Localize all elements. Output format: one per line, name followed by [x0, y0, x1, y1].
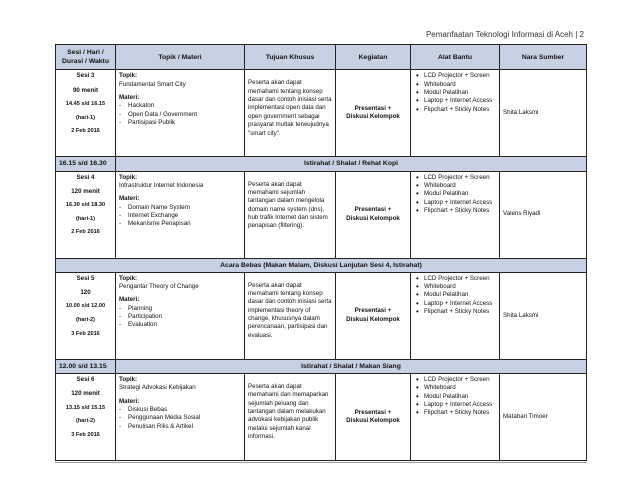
break-time: 16.15 s/d 16.30 [56, 157, 116, 171]
session-date: 2 Feb 2016 [71, 128, 100, 135]
session-time: 10.00 s/d 12.00 [65, 303, 106, 310]
materi-list [119, 406, 241, 431]
activity-cell: Presentasi + Diskusi Kelompok [336, 171, 411, 258]
topic-cell: Topik: Pengantar Theory of Change Materi: - Planning - Participation - Evaluation [116, 272, 245, 359]
footer-divider [55, 462, 586, 463]
list-item: - Planning [119, 305, 241, 313]
list-item: - Participation [119, 313, 241, 321]
objective-cell: Peserta akan dapat memahami tentang konsep dasar dan contoh inisiasi serta implementasi theory of change, khususnya dalam perencanaan, partisipasi dan evaluasi. [245, 272, 336, 359]
list-item: • Laptop + Internet Access [424, 401, 496, 409]
break-label: Acara Bebas (Makan Malam, Diskusi Lanjutan Sesi 4, Istirahat) [56, 258, 587, 272]
session-day: (hari-2) [76, 316, 95, 323]
column-header-alat: Alat Bantu [411, 45, 500, 70]
list-item: • LCD Projector + Screen [424, 174, 496, 182]
column-header-tujuan: Tujuan Khusus [245, 45, 336, 70]
session-row [56, 272, 587, 359]
list-item: - Open Data / Government [119, 111, 241, 119]
page-header [426, 30, 584, 39]
break-label: Istirahat / Shalat / Makan Siang [116, 359, 587, 373]
session-date: 3 Feb 2016 [71, 330, 100, 337]
objective-cell: Peserta akan dapat memahami tentang konsep dasar dan contoh inisiasi serta implementasi open data dan open government sebagai prasyarat mutlak terwujudnya "smart city". [245, 70, 336, 157]
session-date: 2 Feb 2016 [71, 229, 100, 236]
list-item: - Diskusi Bebas [119, 406, 241, 414]
tools-cell [411, 373, 500, 460]
list-item: • Whiteboard [424, 182, 496, 190]
session-date: 3 Feb 2016 [71, 431, 100, 438]
break-row [56, 258, 587, 272]
topic-title: Infrastruktur Internet Indonesia [119, 181, 204, 189]
materi-list [119, 305, 241, 330]
document-title: Pemanfaatan Teknologi Informasi di Aceh [425, 30, 573, 39]
list-item: - Hackaton [119, 102, 241, 110]
list-item: • Laptop + Internet Access [424, 97, 496, 105]
column-header-kegiatan: Kegiatan [336, 45, 411, 70]
session-day: (hari-1) [76, 114, 95, 121]
session-number: Sesi 5 [76, 274, 95, 282]
tools-list [414, 376, 496, 418]
topic-cell: Topik: Infrastruktur Internet Indonesia Materi: - Domain Name System - Internet Exchange - Mekanisme Penapisan [116, 171, 245, 258]
list-item: • Whiteboard [424, 81, 496, 89]
session-time: 16.30 s/d 18.30 [65, 202, 106, 209]
session-row [56, 70, 587, 157]
column-header-sesi: Sesi / Hari / Durasi / Waktu [56, 45, 116, 70]
list-item: - Partisipasi Publik [119, 119, 241, 127]
activity-cell: Presentasi + Diskusi Kelompok [336, 373, 411, 460]
session-cell [56, 272, 116, 359]
list-item: • Flipchart + Sticky Notes [424, 106, 496, 114]
session-duration: 90 menit [72, 86, 99, 94]
tools-cell [411, 70, 500, 157]
topic-cell: Topik: Strategi Advokasi Kebijakan Materi: - Diskusi Bebas - Penggunaan Media Sosial - Penulisan Rilis & Artikel [116, 373, 245, 460]
list-item: • Modul Pelatihan [424, 190, 496, 198]
tools-list [414, 275, 496, 317]
tools-list [414, 72, 496, 114]
tools-cell [411, 171, 500, 258]
list-item: • Flipchart + Sticky Notes [424, 207, 496, 215]
session-day: (hari-2) [76, 418, 95, 425]
speaker-cell: Shita Laksmi [500, 272, 587, 359]
session-duration: 120 [80, 289, 91, 297]
objective-cell: Peserta akan dapat memahami dan memaparkan sejumlah peluang dan tantangan dalam melakukan advokasi kebijakan publik melalui sejumlah kanal informasi. [245, 373, 336, 460]
list-item: • Whiteboard [424, 283, 496, 291]
list-item: • Modul Pelatihan [424, 291, 496, 299]
speaker-cell: Valens Riyadi [500, 171, 587, 258]
column-header-nara: Nara Sumber [500, 45, 587, 70]
break-label: Istirahat / Shalat / Rehat Kopi [116, 157, 587, 171]
session-duration: 120 menit [71, 187, 100, 195]
activity-cell: Presentasi + Diskusi Kelompok [336, 70, 411, 157]
list-item: - Mekanisme Penapisan [119, 220, 241, 228]
session-row [56, 373, 587, 460]
session-number: Sesi 4 [76, 173, 95, 181]
session-cell [56, 70, 116, 157]
page-number: 2 [579, 30, 584, 39]
break-row [56, 157, 587, 171]
materi-list [119, 204, 241, 229]
topic-title: Pengantar Theory of Change [119, 283, 199, 291]
tools-cell [411, 272, 500, 359]
activity-cell: Presentasi + Diskusi Kelompok [336, 272, 411, 359]
session-time: 14.45 s/d 16.15 [65, 101, 106, 108]
speaker-cell: Shita Laksmi [500, 70, 587, 157]
list-item: • LCD Projector + Screen [424, 275, 496, 283]
list-item: • Laptop + Internet Access [424, 300, 496, 308]
column-header-topik: Topik / Materi [116, 45, 245, 70]
list-item: • LCD Projector + Screen [424, 72, 496, 80]
objective-cell: Peserta akan dapat memahami sejumlah tantangan dalam mengelola domain name system (dns), hub trafik Internet dan sistem penapisan (filtering). [245, 171, 336, 258]
topic-cell: Topik: Fundamental Smart City Materi: - Hackaton - Open Data / Government - Partisipasi Publik [116, 70, 245, 157]
list-item: • Flipchart + Sticky Notes [424, 409, 496, 417]
list-item: • Whiteboard [424, 384, 496, 392]
session-cell [56, 171, 116, 258]
list-item: - Domain Name System [119, 204, 241, 212]
session-number: Sesi 6 [76, 375, 95, 383]
session-time: 13.15 s/d 15.15 [65, 404, 106, 411]
session-duration: 120 menit [71, 390, 100, 398]
list-item: • Laptop + Internet Access [424, 199, 496, 207]
materi-list [119, 102, 241, 127]
list-item: • LCD Projector + Screen [424, 376, 496, 384]
session-number: Sesi 3 [76, 72, 95, 80]
list-item: - Evaluation [119, 321, 241, 329]
session-row [56, 171, 587, 258]
separator: | [575, 30, 578, 39]
break-row [56, 359, 587, 373]
session-day: (hari-1) [76, 215, 95, 222]
list-item: • Modul Pelatihan [424, 393, 496, 401]
list-item: - Penggunaan Media Sosial [119, 414, 241, 422]
topic-title: Strategi Advokasi Kebijakan [119, 384, 196, 392]
break-time: 12.00 s/d 13.15 [56, 359, 116, 373]
session-cell [56, 373, 116, 460]
topic-title: Fundamental Smart City [119, 80, 186, 88]
list-item: - Internet Exchange [119, 212, 241, 220]
list-item: • Modul Pelatihan [424, 89, 496, 97]
schedule-table [55, 44, 587, 461]
table-header-row [56, 45, 587, 70]
tools-list [414, 174, 496, 216]
list-item: • Flipchart + Sticky Notes [424, 308, 496, 316]
speaker-cell: Matahari Timoer [500, 373, 587, 460]
list-item: - Penulisan Rilis & Artikel [119, 423, 241, 431]
